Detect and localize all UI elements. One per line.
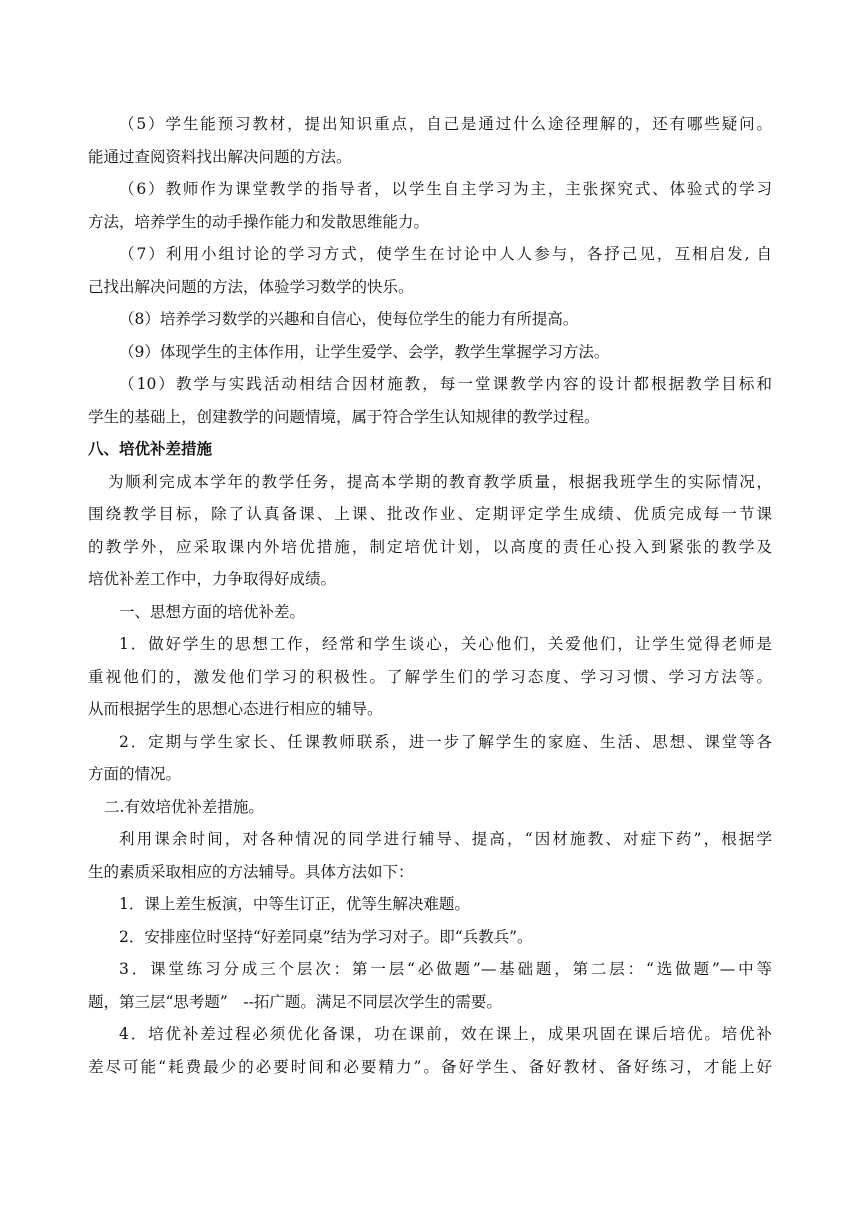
paragraph-line: 4．培优补差过程必须优化备课，功在课前，效在课上，成果巩固在课后培优。培优补 [119,1025,772,1043]
paragraph-line: 己找出解决问题的方法，体验学习数学的快乐。 [88,277,414,296]
document-page [88,108,772,1083]
paragraph-line: 围绕教学目标，除了认真备课、上课、批改作业、定期评定学生成绩、优质完成每一节课 [88,505,772,523]
paragraph-line: 为顺利完成本学年的教学任务，提高本学期的教育教学质量，根据我班学生的实际情况， [108,472,772,491]
subsection-heading: 一、思想方面的培优补差。 [119,602,306,621]
paragraph-line: 生的素质采取相应的方法辅导。具体方法如下： [88,862,414,881]
paragraph-line: 重视他们的，激发他们学习的积极性。了解学生们的学习态度、学习习惯、学习方法等。 [88,667,772,686]
paragraph-line: （8）培养学习数学的兴趣和自信心，使每位学生的能力有所提高。 [119,310,579,328]
subsection-heading: 二.有效培优补差措施。 [104,797,264,816]
paragraph-line: 3．课堂练习分成三个层次：第一层“必做题”—基础题，第二层：“选做题”—中等 [119,960,772,978]
paragraph-line: 从而根据学生的思想心态进行相应的辅导。 [88,700,383,718]
paragraph-line: 方面的情况。 [88,765,182,783]
paragraph-line: 培优补差工作中，力争取得好成绩。 [88,570,337,588]
paragraph-line: 利用课余时间，对各种情况的同学进行辅导、提高，“因材施教、对症下药”，根据学 [119,830,772,848]
paragraph-line: （6）教师作为课堂教学的指导者，以学生自主学习为主，主张探究式、体验式的学习 [119,180,772,198]
paragraph-line: 方法，培养学生的动手操作能力和发散思维能力。 [88,212,430,231]
paragraph-line: 的教学外，应采取课内外培优措施，制定培优计划，以高度的责任心投入到紧张的教学及 [88,537,772,556]
paragraph-line: 2．定期与学生家长、任课教师联系，进一步了解学生的家庭、生活、思想、课堂等各 [119,732,772,751]
paragraph-line: 1．课上差生板演，中等生订正，优等生解决难题。 [119,895,470,913]
paragraph-line: （5）学生能预习教材，提出知识重点，自己是通过什么途径理解的，还有哪些疑问。 [119,115,772,133]
paragraph-line: （7）利用小组讨论的学习方式，使学生在讨论中人人参与，各抒己见，互相启发, 自 [119,245,772,263]
paragraph-line: 能通过查阅资料找出解决问题的方法。 [88,147,352,166]
section-heading: 八、培优补差措施 [88,440,213,458]
paragraph-line: 差尽可能“耗费最少的必要时间和必要精力”。备好学生、备好教材、备好练习，才能上好 [88,1057,772,1076]
paragraph-line: 1．做好学生的思想工作，经常和学生谈心，关心他们，关爱他们，让学生觉得老师是 [119,635,772,653]
paragraph-line: （10）教学与实践活动相结合因材施教，每一堂课教学内容的设计都根据教学目标和 [119,375,772,393]
paragraph-line: （9）体现学生的主体作用，让学生爱学、会学，教学生掌握学习方法。 [119,342,610,361]
paragraph-line: 学生的基础上，创建教学的问题情境，属于符合学生认知规律的教学过程。 [88,407,600,426]
paragraph-line: 题，第三层“思考题” --拓广题。满足不同层次学生的需要。 [88,992,502,1011]
paragraph-line: 2．安排座位时坚持“好差同桌”结为学习对子。即“兵教兵”。 [119,927,533,946]
